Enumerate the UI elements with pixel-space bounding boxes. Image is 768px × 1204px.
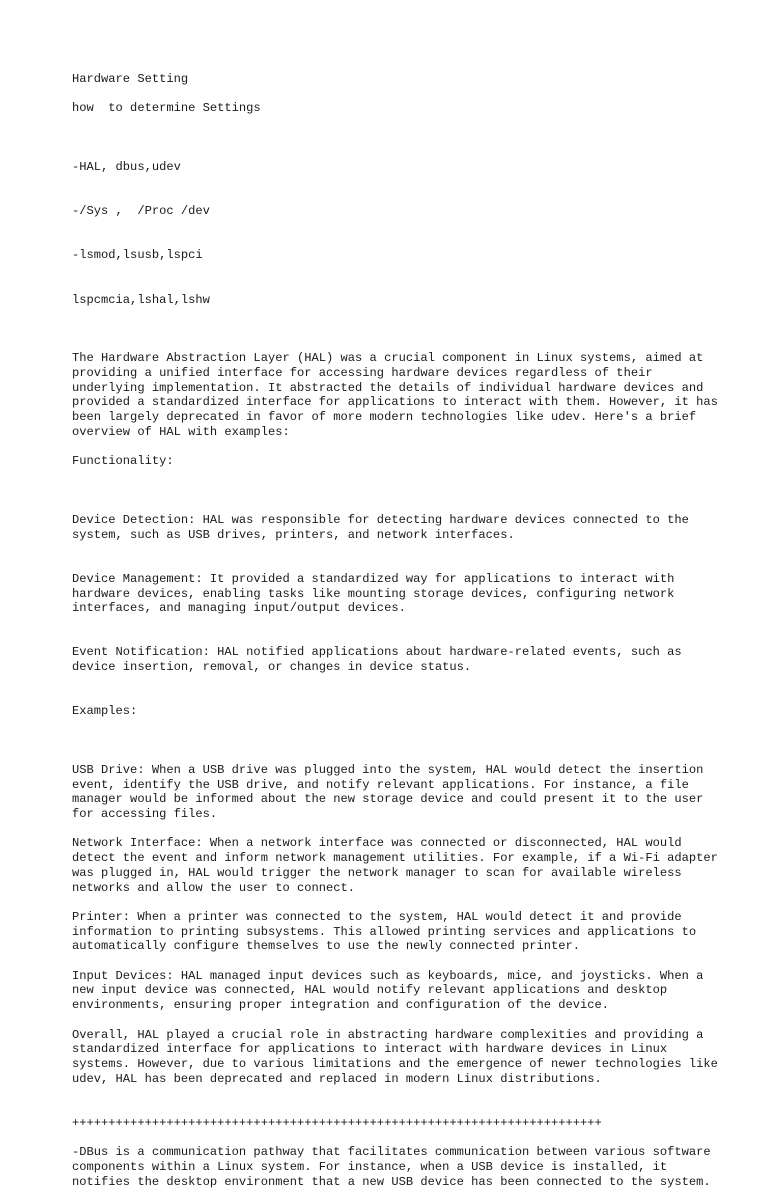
tools-list (72, 131, 732, 337)
separator-line: +++++++++++++++++++++++++++++++++++++++++++++++++++++++++++++++++++++++++ (72, 1115, 602, 1130)
example-input-devices: Input Devices: HAL managed input devices such as keyboards, mice, and joysticks. When a new input device was connected, HAL would notify relevant applications and desktop environments, ensuring proper integration and configuration of the device. (72, 968, 711, 1013)
document-subtitle: how to determine Settings (72, 101, 261, 116)
tools-line: -lsmod,lsusb,lspci (72, 248, 203, 263)
dbus-paragraph: -DBus is a communication pathway that facilitates communication between various software components within a Linux system. For instance, when a USB device is installed, it notifies the desktop environment that a new USB device has been connected to the system. (72, 1145, 718, 1189)
document-page (72, 72, 732, 1204)
examples-label: Examples: (72, 704, 138, 719)
tools-line: -HAL, dbus,udev (72, 160, 181, 175)
tools-line: lspcmcia,lshal,lshw (72, 292, 210, 307)
functionality-item-detection: Device Detection: HAL was responsible for detecting hardware devices connected to the system, such as USB drives, printers, and network interfaces. (72, 513, 697, 542)
example-network-interface: Network Interface: When a network interface was connected or disconnected, HAL would detect the event and inform network management utilities. For example, if a Wi-Fi adapter was plugged in, HAL would trigger the network manager to scan for available wireless networks and allow the user to connect. (72, 836, 726, 895)
functionality-list (72, 484, 732, 749)
overall-paragraph: Overall, HAL played a crucial role in abstracting hardware complexities and providing a standardized interface for applications to interact with hardware devices in Linux systems. However, due to various limitations and the emergence of newer technologies like udev, HAL has been deprecated and replaced in modern Linux distributions. (72, 1027, 726, 1086)
functionality-item-notification: Event Notification: HAL notified applications about hardware-related events, such as device insertion, removal, or changes in device status. (72, 645, 689, 675)
document-title: Hardware Setting (72, 72, 189, 86)
example-printer: Printer: When a printer was connected to the system, HAL would detect it and provide information to printing subsystems. This allowed printing services and applications to automatically configure themselves to use the newly connected printer. (72, 909, 704, 954)
intro-paragraph: The Hardware Abstraction Layer (HAL) was a crucial component in Linux systems, aimed at providing a unified interface for accessing hardware devices regardless of their underlying implementation. It abstracted the details of individual hardware devices and provided a standardized interface for applications to interact with them. However, it has been largely deprecated in favor of more modern technologies like udev. Here's a brief overview of HAL with examples: (72, 351, 726, 439)
functionality-heading: Functionality: (72, 454, 174, 469)
example-usb-drive: USB Drive: When a USB drive was plugged into the system, HAL would detect the insertion event, identify the USB drive, and notify relevant applications. For instance, a file manager would be informed about the new storage device and could present it to the user for accessing files. (72, 762, 711, 822)
tools-line: -/Sys , /Proc /dev (72, 204, 210, 219)
functionality-item-management: Device Management: It provided a standardized way for applications to interact with hardware devices, enabling tasks like mounting storage devices, configuring network interfaces, and managing input/output devices. (72, 571, 682, 616)
